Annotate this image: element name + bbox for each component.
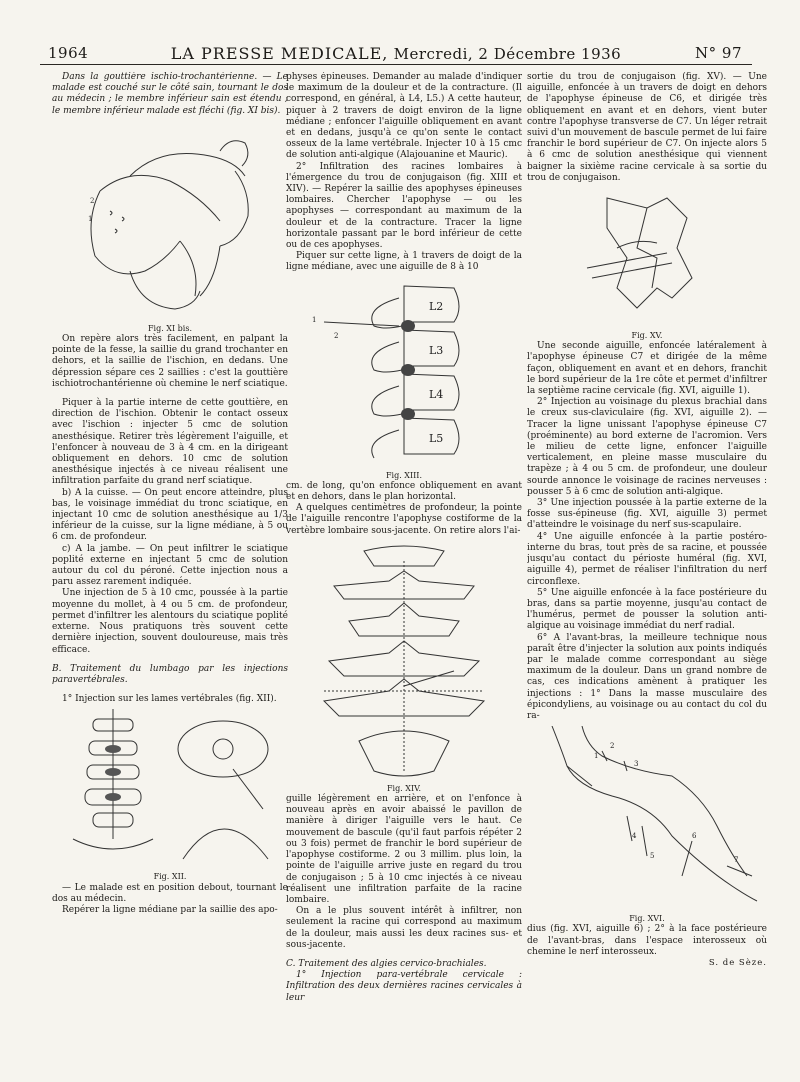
needle-number: 3	[634, 760, 639, 769]
vertebra-label-l3: L3	[429, 343, 444, 357]
paragraph: physes épineuses. Demander au malade d'indiquer le maximum de la douleur et de la contracture. (Il correspond, en général, à L4, L5.) A cette hauteur, piquer à 2 travers de doigt environ de la ligne médiane ; enfoncer l'aiguille obliquement en avant et en dedans, jusqu'à ce qu'on sente le contact osseux de la lame vertébrale. Injecter 10 à 15 cmc de solution anti-algique (Alajouanine et Mauric).	[286, 72, 522, 161]
author-signature: S. de Sèze.	[708, 957, 767, 968]
column-3	[527, 72, 767, 1072]
paragraph: A quelques centimètres de profondeur, la pointe de l'aiguille rencontre l'apophyse costiforme de la vertèbre lombaire sous-jacente. On retire alors l'ai-	[286, 503, 522, 536]
paragraph: Piquer à la partie interne de cette gouttière, en direction de l'ischion. Obtenir le contact osseux avec l'ischion : injecter 5 cmc de solution anesthésique. Retirer très légèrement l'aiguille, et l'enfoncer à nouveau de 3 à 4 cm. en la dirigeant obliquement en dehors. 10 cmc de solution anesthésique injectés à ce niveau réalisent une infiltration parfaite du grand nerf sciatique.	[52, 398, 288, 487]
needle-number: 4	[632, 832, 637, 841]
page-header	[40, 40, 752, 65]
subheading: 1° Injection para-vertébrale cervicale : Infiltration des deux dernières racines cervicales à leur	[286, 970, 522, 1003]
figure-caption: Fig. XV.	[631, 331, 663, 341]
vertebra-label-l2: L2	[429, 299, 444, 313]
paragraph: 2° Infiltration des racines lombaires à l'émergence du trou de conjugaison (fig. XIII et XIV). — Repérer la saillie des apophyses épineuses lombaires. Chercher l'apophyse — ou les apophyses — correspondant au maximum de la douleur et de la contracture. Tracer la ligne horizontale passant par le bord inférieur de cette ou de ces apophyses.	[286, 161, 522, 251]
svg-text:2: 2	[90, 196, 95, 205]
header-title	[40, 44, 752, 63]
svg-text:1: 1	[88, 214, 93, 223]
paragraph: 3° Une injection poussée à la partie externe de la fosse sus-épineuse (fig. XVI, aiguille 3) permet d'atteindre le voisinage du nerf sus-scapulaire.	[527, 498, 767, 531]
figure-caption: Fig. XIII.	[385, 470, 423, 480]
journal-name: LA PRESSE MEDICALE,	[170, 44, 389, 63]
paragraph: Piquer sur cette ligne, à 1 travers de doigt de la ligne médiane, avec une aiguille de 8 à 10	[286, 251, 522, 273]
figure-xii	[63, 709, 278, 869]
issue-date: Mercredi, 2 Décembre 1936	[393, 45, 622, 63]
column-2	[286, 72, 522, 1072]
needle-number: 1	[594, 752, 599, 761]
section-heading: C. Traitement des algies cervico-brachiales.	[286, 958, 487, 969]
page-number: 1964	[48, 44, 89, 62]
paragraph: 5° Une aiguille enfoncée à la face postérieure du bras, dans sa partie moyenne, jusqu'au contact de l'humérus, permet de pousser la solution anti-algique au voisinage immédiat du nerf radial.	[527, 587, 767, 632]
paragraph: — Le malade est en position debout, tournant le dos au médecin.	[52, 882, 288, 904]
figure-xiii	[304, 278, 504, 468]
paragraph: Repérer la ligne médiane par la saillie des apo-	[62, 904, 278, 915]
paragraph: On a le plus souvent intérêt à infiltrer, non seulement la racine qui correspond au maximum de la douleur, mais aussi les deux racines sus- et sous-jacente.	[286, 906, 522, 950]
paragraph: 4° Une aiguille enfoncée à la partie postéro-interne du bras, tout près de sa racine, et poussée jusqu'au contact du périoste huméral (fig. XVI, aiguille 4), permet de réaliser l'infiltration du nerf circonflexe.	[527, 531, 767, 587]
figure-xiv	[304, 541, 504, 781]
figure-caption: Fig. XII.	[153, 872, 187, 882]
needle-number: 7	[734, 856, 739, 865]
figure-caption: Fig. XI bis.	[147, 323, 193, 333]
issue-number: N° 97	[695, 44, 742, 62]
subheading: 1° Injection sur les lames vertébrales (fig. XII).	[62, 694, 277, 705]
needle-number: 2	[334, 331, 339, 340]
paragraph: guille légèrement en arrière, et on l'enfonce à nouveau après en avoir abaissé le pavillon de manière à diriger l'aiguille vers le haut. Ce mouvement de bascule (qu'il faut parfois répéter 2 ou 3 fois) permet de franchir le bord supérieur de l'apophyse costiforme. 2 ou 3 millim. plus loin, la pointe de l'aiguille arrive juste en regard du trou de conjugaison ; 5 à 10 cmc injectés à ce niveau réalisent une infiltration parfaite de la racine lombaire.	[286, 794, 522, 905]
paragraph: On repère alors très facilement, en palpant la pointe de la fesse, la saillie du grand trochanter en dehors, et la saillie de l'ischion, en dedans. Une dépression sépare ces 2 saillies : c'est la gouttière ischiotrochantérienne où chemine le nerf sciatique.	[52, 334, 288, 389]
figure-xi-bis	[70, 121, 270, 321]
paragraph: Dans la gouttière ischio-trochantérienne. — Le malade est couché sur le côté sain, tournant le dos au médecin ; le membre inférieur sain est étendu ; le membre inférieur malade est fléchi (fig. XI bis).	[52, 72, 288, 116]
paragraph: 2° Injection au voisinage du plexus brachial dans le creux sus-claviculaire (fig. XVI, aiguille 2). — Tracer la ligne unissant l'apophyse épineuse C7 (proéminente) au bord externe de l'acromion. Vers le milieu de cette ligne, enfoncer l'aiguille verticalement, en pleine masse musculaire du trapèze ; à 4 ou 5 cm. de profondeur, une douleur sourde annonce le voisinage de racines nerveuses : pousser 5 à 6 cmc de solution anti-algique.	[527, 397, 767, 497]
vertebra-label-l5: L5	[429, 431, 444, 445]
paragraph: Une injection de 5 à 10 cmc, poussée à la partie moyenne du mollet, à 4 ou 5 cm. de profondeur, permet d'infiltrer les alentours du sciatique poplité externe. Nous pratiquons très souvent cette dernière injection, souvent douloureuse, mais très efficace.	[52, 588, 288, 655]
needle-number: 5	[650, 852, 655, 861]
vertebra-label-l4: L4	[429, 387, 444, 401]
paragraph: Une seconde aiguille, enfoncée latéralement à l'apophyse épineuse C7 et dirigée de la même façon, obliquement en avant et en dehors, franchit le bord supérieur de la 1re côte et permet d'infiltrer la septième racine cervicale (fig. XVI, aiguille 1).	[527, 341, 767, 397]
needle-number: 1	[312, 315, 317, 324]
paragraph: b) A la cuisse. — On peut encore atteindre, plus bas, le voisinage immédiat du tronc sciatique, en injectant 10 cmc de solution anesthésique au 1/3 inférieur de la cuisse, sur la ligne médiane, à 5 ou 6 cm. de profondeur.	[52, 487, 288, 543]
paragraph: cm. de long, qu'on enfonce obliquement en avant et en dehors, dans le plan horizontal.	[286, 480, 522, 503]
paragraph: sortie du trou de conjugaison (fig. XV). — Une aiguille, enfoncée à un travers de doigt en dehors de l'apophyse épineuse de C6, et dirigée très obliquement en avant et en dehors, vient buter contre l'apophyse transverse de C7. Un léger retrait suivi d'un mouvement de bascule permet de lui faire franchir le bord supérieur de C7. On injecte alors 5 à 6 cmc de solution anesthésique qui viennent baigner la sixième racine cervicale à sa sortie du trou de conjugaison.	[527, 72, 767, 183]
paragraph: dius (fig. XVI, aiguille 6) ; 2° à la face postérieure de l'avant-bras, dans l'espace interosseux où chemine le nerf interosseux.	[527, 924, 767, 957]
figure-xv	[577, 188, 717, 328]
needle-number: 6	[692, 832, 697, 841]
figure-xvi	[532, 726, 762, 911]
section-heading: B. Traitement du lumbago par les injections paravertébrales.	[52, 663, 288, 685]
figure-caption: Fig. XVI.	[629, 914, 665, 924]
paragraph: 6° A l'avant-bras, la meilleure technique nous paraît être d'injecter la solution aux points indiqués par le malade comme correspondant au siège maximum de la douleur. Dans un grand nombre de cas, ces indications amènent à pratiquer les injections : 1° Dans la masse musculaire des épicondyliens, au voisinage ou au contact du col du ra-	[527, 632, 767, 721]
paragraph: c) A la jambe. — On peut infiltrer le sciatique poplité externe en injectant 5 cmc de solution autour du col du péroné. Cette injection nous a paru assez rarement indiquée.	[52, 543, 288, 588]
figure-caption: Fig. XIV.	[386, 783, 422, 793]
column-1	[52, 72, 288, 1072]
needle-number: 2	[610, 742, 615, 751]
